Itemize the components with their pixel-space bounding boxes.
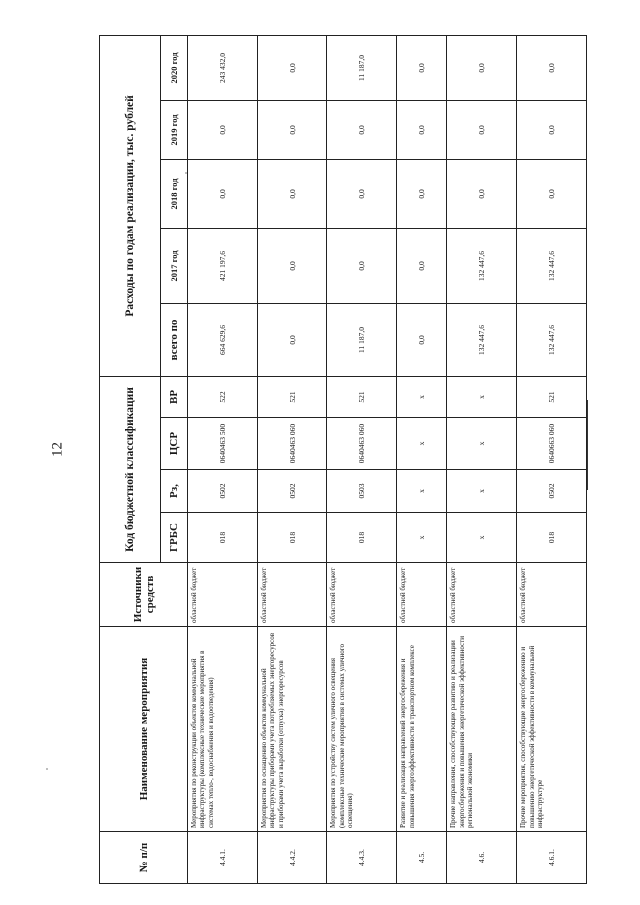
- cell-2017: 132 447,6: [447, 228, 517, 303]
- cell-2017: 0,0: [327, 228, 397, 303]
- cell-name: Мероприятия по реконструкции объектов коммунальной инфраструктуры (комплексные технические мероприятия в системах тепло-, водоснабжения и водоотведения): [188, 627, 258, 832]
- cell-rz: 0502: [517, 470, 587, 513]
- cell-num: 4.4.2.: [257, 832, 327, 884]
- cell-name: Развитие и реализация направлений энергосбережения и повышения энергоэффективности в транспортном комплексе: [397, 627, 447, 832]
- cell-rz: 0502: [257, 470, 327, 513]
- budget-table: [99, 35, 587, 884]
- cell-grbs: 018: [257, 513, 327, 563]
- cell-name: Мероприятия по оснащению объектов коммунальной инфраструктуры приборами учета потребляемых энергоресурсов и приборами учета выработки (отпуска) энергоресурсов: [257, 627, 327, 832]
- cell-2020: 0,0: [397, 35, 447, 100]
- cell-rz: 0503: [327, 470, 397, 513]
- cell-rz: 0502: [188, 470, 258, 513]
- cell-total: 132 447,6: [447, 303, 517, 376]
- cell-grbs: 018: [188, 513, 258, 563]
- cell-2017: 0,0: [397, 228, 447, 303]
- cell-2018: 0,0: [447, 159, 517, 228]
- cell-csr: x: [447, 418, 517, 470]
- table-row: [517, 35, 587, 883]
- cell-total: 664 629,6: [188, 303, 258, 376]
- cell-csr: 0640663 060: [517, 418, 587, 470]
- cell-grbs: 018: [327, 513, 397, 563]
- header-2017: 2017 год: [161, 228, 188, 303]
- header-vr: ВР: [161, 376, 188, 417]
- header-2018: 2018 год: [161, 159, 188, 228]
- cell-name: Мероприятия по устройству систем уличного освещения (комплексные технические мероприятия в системах уличного освещения): [327, 627, 397, 832]
- scan-speck: [46, 768, 48, 770]
- cell-2018: 0,0: [257, 159, 327, 228]
- cell-2019: 0,0: [517, 100, 587, 159]
- cell-2019: 0,0: [397, 100, 447, 159]
- header-total: всего по: [161, 303, 188, 376]
- cell-csr: 0640463 060: [327, 418, 397, 470]
- cell-2018: 0,0: [188, 159, 258, 228]
- cell-num: 4.4.1.: [188, 832, 258, 884]
- cell-grbs: x: [447, 513, 517, 563]
- cell-csr: 0640463 060: [257, 418, 327, 470]
- cell-total: 0,0: [257, 303, 327, 376]
- cell-total: 132 447,6: [517, 303, 587, 376]
- cell-2020: 243 432,0: [188, 35, 258, 100]
- cell-2020: 0,0: [257, 35, 327, 100]
- cell-2017: 421 197,6: [188, 228, 258, 303]
- cell-name: Прочие направления, способствующие развитию и реализации энергосбережения и повышения энергетической эффективности региональной экономики: [447, 627, 517, 832]
- cell-csr: 0640463 500: [188, 418, 258, 470]
- cell-vr: x: [447, 376, 517, 417]
- cell-2019: 0,0: [188, 100, 258, 159]
- cell-source: областной бюджет: [257, 563, 327, 627]
- cell-vr: x: [397, 376, 447, 417]
- table-row: [397, 35, 447, 883]
- header-name: Наименование мероприятия: [100, 627, 188, 832]
- cell-num: 4.5.: [397, 832, 447, 884]
- header-grbs: ГРБС: [161, 513, 188, 563]
- cell-2017: 0,0: [257, 228, 327, 303]
- header-expenses: Расходы по годам реализации, тыс. рублей: [100, 35, 161, 376]
- cell-csr: x: [397, 418, 447, 470]
- cell-source: областной бюджет: [447, 563, 517, 627]
- header-csr: ЦСР: [161, 418, 188, 470]
- cell-2018: 0,0: [397, 159, 447, 228]
- cell-source: областной бюджет: [327, 563, 397, 627]
- cell-num: 4.4.3.: [327, 832, 397, 884]
- table-row: [257, 35, 327, 883]
- cell-2019: 0,0: [447, 100, 517, 159]
- cell-grbs: 018: [517, 513, 587, 563]
- cell-total: 11 187,0: [327, 303, 397, 376]
- cell-total: 0,0: [397, 303, 447, 376]
- header-source: Источники средств: [100, 563, 188, 627]
- header-budget-code: Код бюджетной классификации: [100, 376, 161, 562]
- header-2020: 2020 год: [161, 35, 188, 100]
- cell-num: 4.6.1.: [517, 832, 587, 884]
- cell-source: областной бюджет: [188, 563, 258, 627]
- cell-2020: 0,0: [517, 35, 587, 100]
- cell-2020: 11 187,0: [327, 35, 397, 100]
- table-row: [188, 35, 258, 883]
- table-row: [447, 35, 517, 883]
- table-row: [327, 35, 397, 883]
- cell-2019: 0,0: [327, 100, 397, 159]
- cell-2020: 0,0: [447, 35, 517, 100]
- cell-2017: 132 447,6: [517, 228, 587, 303]
- cell-rz: x: [447, 470, 517, 513]
- cell-2018: 0,0: [517, 159, 587, 228]
- cell-num: 4.6.: [447, 832, 517, 884]
- cell-2019: 0,0: [257, 100, 327, 159]
- page-number: 12: [49, 442, 66, 457]
- header-2019: 2019 год: [161, 100, 188, 159]
- header-rz: Рз,: [161, 470, 188, 513]
- cell-source: областной бюджет: [517, 563, 587, 627]
- cell-vr: 521: [517, 376, 587, 417]
- cell-rz: x: [397, 470, 447, 513]
- cell-vr: 522: [188, 376, 258, 417]
- cell-2018: 0,0: [327, 159, 397, 228]
- footer-rule: [587, 400, 588, 490]
- cell-name: Прочие мероприятия, способствующие энергосбережению и повышению энергетической эффективности в коммунальной инфраструктуре: [517, 627, 587, 832]
- rotated-table-container: [99, 36, 587, 884]
- header-num: № п/п: [100, 832, 188, 884]
- cell-source: областной бюджет: [397, 563, 447, 627]
- cell-grbs: x: [397, 513, 447, 563]
- cell-vr: 521: [327, 376, 397, 417]
- cell-vr: 521: [257, 376, 327, 417]
